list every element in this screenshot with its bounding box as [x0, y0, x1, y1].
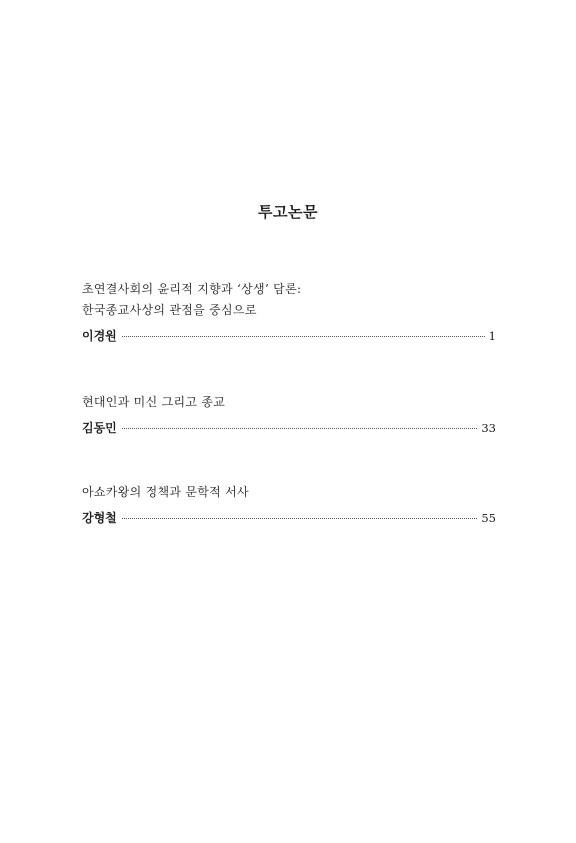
author-row: [82, 419, 496, 437]
toc-entry: [82, 482, 496, 527]
entry-author: 강형철: [82, 511, 117, 525]
entry-title-line: 아쇼카왕의 정책과 문학적 서사: [82, 485, 249, 499]
section-title: 투고논문: [258, 203, 318, 221]
entry-page-number: 55: [481, 511, 496, 525]
entry-page-number: 1: [488, 329, 496, 343]
author-row: [82, 327, 496, 345]
author-row: [82, 509, 496, 527]
dot-leader: [122, 518, 478, 519]
entry-author: 김동민: [82, 421, 117, 435]
entry-title-line: 현대인과 미신 그리고 종교: [82, 395, 226, 409]
entry-page-number: 33: [481, 421, 496, 435]
dot-leader: [122, 428, 478, 429]
toc-entry: [82, 279, 496, 345]
toc-entry: [82, 392, 496, 437]
entry-title-line: 초연결사회의 윤리적 지향과 ‘상생’ 담론:: [82, 282, 302, 296]
entry-title-line: 한국종교사상의 관점을 중심으로: [82, 303, 257, 317]
dot-leader: [122, 336, 485, 337]
entry-author: 이경원: [82, 329, 117, 343]
